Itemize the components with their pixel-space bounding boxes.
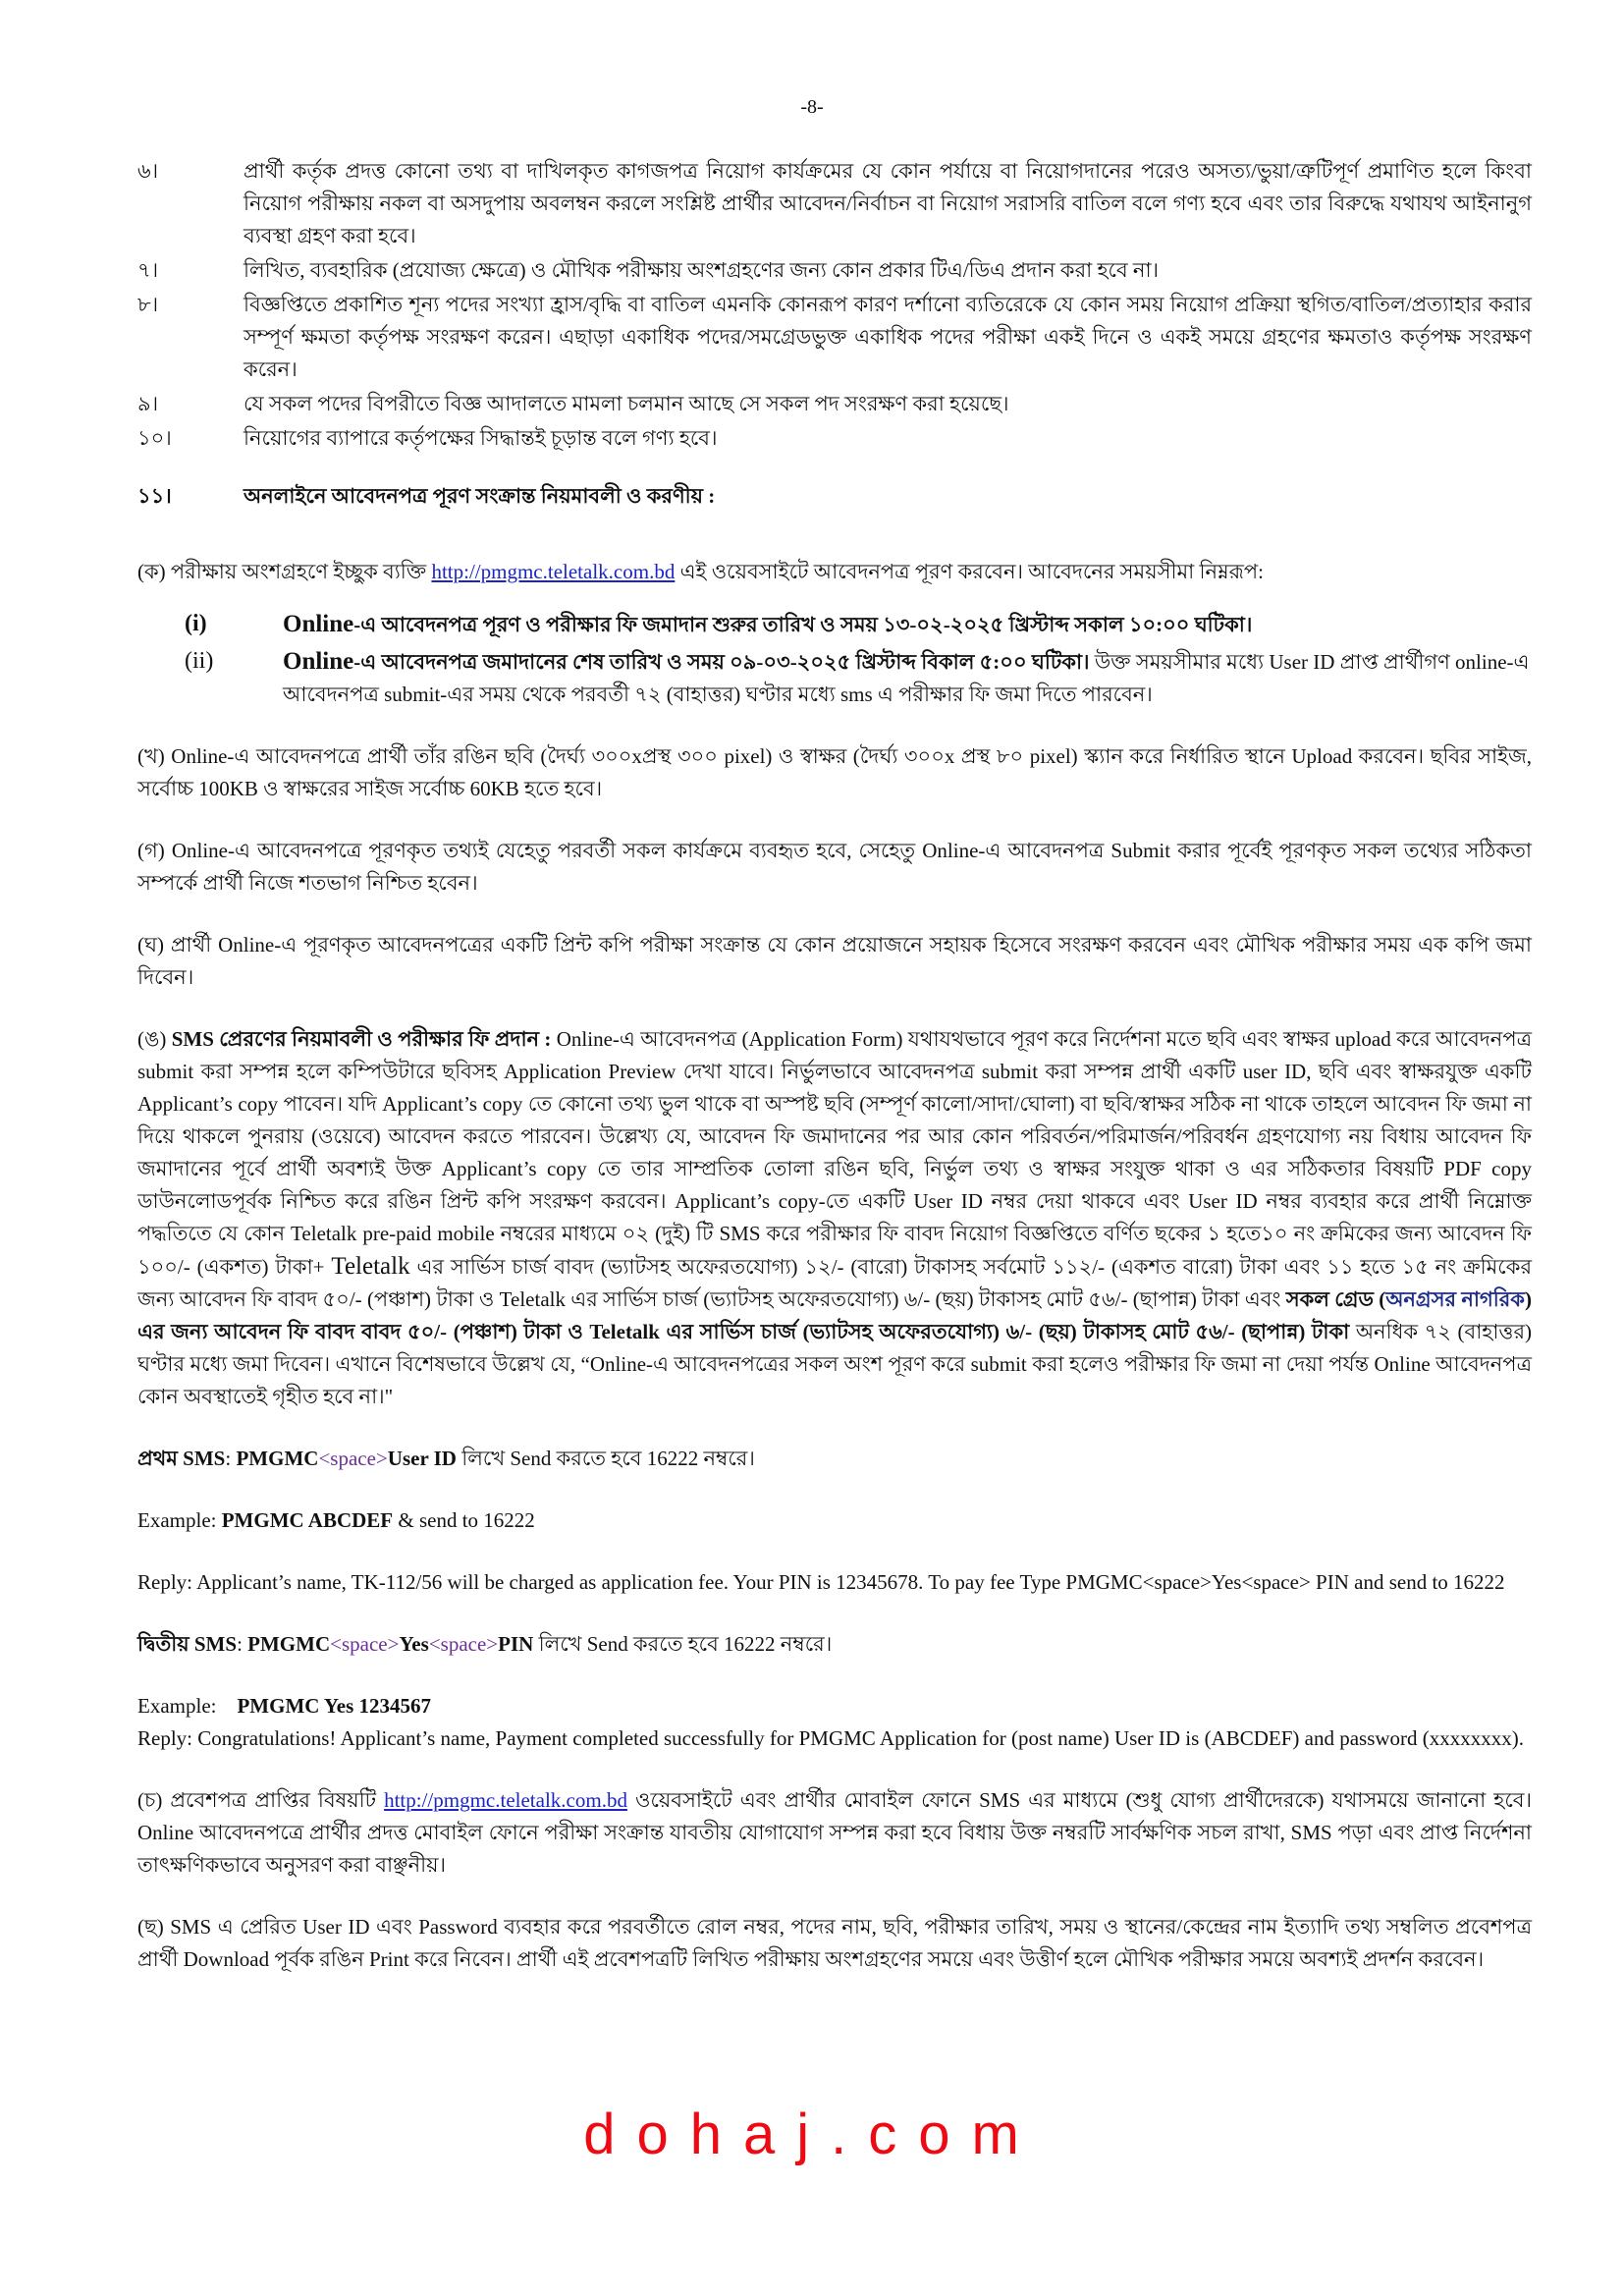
space-tag: <space> xyxy=(318,1447,388,1470)
para-ka-suffix: এই ওয়েবসাইটে আবেদনপত্র পূরণ করবেন। আবেদনের সময়সীমা নিম্নরূপ: xyxy=(675,560,1264,583)
para-cha-prefix: (চ) প্রবেশপত্র প্রাপ্তির বিষয়টি xyxy=(137,1788,385,1812)
para-uma xyxy=(137,1023,1532,1413)
reply-2: Reply: Congratulations! Applicant’s name, Payment completed successfully for PMGMC Application for (post name) User ID is (ABCDEF) and password (xxxxxxxx). xyxy=(137,1726,1525,1750)
list-item-6 xyxy=(137,155,1532,252)
yes-text: Yes xyxy=(399,1632,429,1656)
second-sms-tail: লিখে Send করতে হবে 16222 নম্বরে। xyxy=(533,1632,833,1656)
item-number: ৬। xyxy=(137,159,159,183)
item-number: ১১। xyxy=(137,484,172,508)
para-uma-body: Online-এ আবেদনপত্র (Application Form) যথাযথভাবে পূরণ করে নির্দেশনা মতে ছবি এবং স্বাক্ষর upload করে আবেদনপত্র submit করা সম্পন্ন হলে কম্পিউটারে ছবিসহ Application Preview দেখা যাবে। নির্ভুলভাবে আবেদনপত্র submit করা সম্পন্ন প্রার্থী একটি user ID, ছবি এবং স্বাক্ষরযুক্ত একটি Applicant’s copy পাবেন। যদি Applicant’s copy তে কোনো তথ্য ভুল থাকে বা অস্পষ্ট ছবি (সম্পূর্ণ কালো/সাদা/ঘোলা) বা ছবি/স্বাক্ষর সঠিক না থাকে তাহলে আবেদন ফি জমা না দিয়ে থাকলে পুনরায় (ওয়েবে) আবেদন করতে পারবেন। উল্লেখ্য যে, আবেদন ফি জমাদানের পর আর কোন পরিবর্তন/পরিমার্জন/পরিবর্ধন গ্রহণযোগ্য নয় বিধায় আবেদন ফি জমাদানের পূর্বে প্রার্থী অবশ্যই উক্ত Applicant’s copy তে তার সাম্প্রতিক তোলা রঙিন ছবি, নির্ভুল তথ্য ও স্বাক্ষর সংযুক্ত থাকা ও এর সঠিকতার বিষয়টি PDF copy ডাউনলোডপূর্বক নিশ্চিত করে রঙিন প্রিন্ট কপি সংরক্ষণ করবেন। Applicant’s copy-তে একটি User ID নম্বর দেয়া থাকবে এবং User ID নম্বর ব্যবহার করে প্রার্থী নিম্নোক্ত পদ্ধতিতে যে কোন Teletalk pre-paid mobile নম্বরের মাধ্যমে ০২ (দুই) টি SMS করে পরীক্ষার ফি বাবদ নিয়োগ বিজ্ঞপ্তিতে বর্ণিত ছকের ১ হতে১০ নং ক্রমিকের জন্য আবেদন ফি ১০০/- (একশত) টাকা+ xyxy=(137,1027,1533,1279)
roman-number: (ii) xyxy=(185,648,214,674)
watermark: dohaj.com xyxy=(583,2103,1041,2166)
example-code: PMGMC Yes 1234567 xyxy=(237,1694,432,1718)
example-1 xyxy=(137,1504,1532,1537)
example-label: Example: xyxy=(137,1694,238,1718)
para-uma-ending: অনধিক ৭২ (বাহাত্তর) ঘণ্টার মধ্যে জমা দিবেন। এখানে বিশেষভাবে উল্লেখ যে, “Online-এ আবেদনপত্রের সকল অংশ পূরণ করে submit করা হলেও পরীক্ষার ফি জমা না দেয়া পর্যন্ত Online আবেদনপত্র কোন অবস্থাতেই গৃহীত হবে না।" xyxy=(137,1320,1532,1408)
deadline-text xyxy=(283,645,1532,711)
section-11-heading xyxy=(137,480,1532,513)
para-ga: (গ) Online-এ আবেদনপত্রে পূরণকৃত তথ্যই যেহেতু পরবর্তী সকল কার্যক্রমে ব্যবহৃত হবে, সেহেতু Online-এ আবেদনপত্র Submit করার পূর্বেই পূরণকৃত সকল তথ্যের সঠিকতা সম্পর্কে প্রার্থী নিজে শতভাগ নিশ্চিত হবেন। xyxy=(137,839,1532,895)
online-word: Online xyxy=(283,611,354,637)
space-tag: <space> xyxy=(428,1632,499,1656)
sms-code: PMGMC xyxy=(236,1447,319,1470)
item-number: ৭। xyxy=(137,258,159,282)
example-2 xyxy=(137,1690,1532,1722)
example-code: PMGMC ABCDEF xyxy=(221,1508,394,1532)
space-tag: <space> xyxy=(330,1632,400,1656)
pin-text: PIN xyxy=(498,1632,534,1656)
all-grade-text: সকল গ্রেড ( xyxy=(1285,1287,1386,1311)
bold-fee-text: এর জন্য আবেদন ফি বাবদ বাবদ ৫০/- (পঞ্চাশ) টাকা ও Teletalk এর সার্ভিস চার্জ (ভ্যাটসহ অফেরতযোগ্য) ৬/- (ছয়) টাকাসহ মোট ৫৬/- (ছাপান্ন) টাকা xyxy=(137,1320,1350,1343)
example-label: Example: xyxy=(137,1508,222,1532)
teletalk-word: Teletalk xyxy=(331,1253,410,1280)
item-text: যে সকল পদের বিপরীতে বিজ্ঞ আদালতে মামলা চলমান আছে সে সকল পদ সংরক্ষণ করা হয়েছে। xyxy=(244,392,1009,415)
item-number: ৯। xyxy=(137,392,159,415)
roman-number: (i) xyxy=(185,611,207,636)
item-text: বিজ্ঞপ্তিতে প্রকাশিত শূন্য পদের সংখ্যা হ্রাস/বৃদ্ধি বা বাতিল এমনকি কোনরূপ কারণ দর্শানো ব্যতিরেকে যে কোন সময় নিয়োগ প্রক্রিয়া স্থগিত/বাতিল/প্রত্যাহার করার সম্পূর্ণ ক্ষমতা কর্তৃপক্ষ সংরক্ষণ করেন। এছাড়া একাধিক পদের/সমগ্রেডভুক্ত একাধিক পদের পরীক্ষা একই দিনে ও একই সময়ে গ্রহণের ক্ষমতাও কর্তৃপক্ষ সংরক্ষণ করেন। xyxy=(244,293,1532,381)
deadline-start xyxy=(185,608,1532,641)
para-kha: (খ) Online-এ আবেদনপত্রে প্রার্থী তাঁর রঙিন ছবি (দৈর্ঘ্য ৩০০xপ্রস্থ ৩০০ pixel) ও স্বাক্ষর (দৈর্ঘ্য ৩০০x প্রস্থ ৮০ pixel) স্ক্যান করে নির্ধারিত স্থানে Upload করবেন। ছবির সাইজ, সর্বোচ্চ 100KB ও স্বাক্ষরের সাইজ সর্বোচ্চ 60KB হতে হবে। xyxy=(137,744,1532,800)
list-item-10 xyxy=(137,422,1532,455)
para-uma-prefix: (ঙ) xyxy=(137,1027,172,1051)
user-id-text: User ID xyxy=(387,1447,457,1470)
para-ka-prefix: (ক) পরীক্ষায় অংশগ্রহণে ইচ্ছুক ব্যক্তি xyxy=(137,560,432,583)
deadline-end xyxy=(185,645,1532,711)
item-text: নিয়োগের ব্যাপারে কর্তৃপক্ষের সিদ্ধান্তই চূড়ান্ত বলে গণ্য হবে। xyxy=(244,426,718,450)
online-word: Online xyxy=(283,648,354,675)
list-item-7 xyxy=(137,254,1532,287)
first-sms-label: প্রথম SMS xyxy=(137,1447,226,1470)
colon: : xyxy=(237,1632,248,1656)
para-chha: (ছ) SMS এ প্রেরিত User ID এবং Password ব্যবহার করে পরবর্তীতে রোল নম্বর, পদের নাম, ছবি, পরীক্ষার তারিখ, সময় ও স্থানের/কেন্দ্রের নাম ইত্যাদি তথ্য সম্বলিত প্রবেশপত্র প্রার্থী Download পূর্বক রঙিন Print করে নিবেন। প্রার্থী এই প্রবেশপত্রটি লিখিত পরীক্ষায় অংশগ্রহণের সময়ে এবং উত্তীর্ণ হলে মৌখিক পরীক্ষার সময়ে অবশ্যই প্রদর্শন করবেন। xyxy=(137,1915,1532,1971)
item-number: ১০। xyxy=(137,426,172,450)
para-gha: (ঘ) প্রার্থী Online-এ পূরণকৃত আবেদনপত্রের একটি প্রিন্ট কপি পরীক্ষা সংক্রান্ত যে কোন প্রয়োজনে সহায়ক হিসেবে সংরক্ষণ করবেন এবং মৌখিক পরীক্ষার সময় এক কপি জমা দিবেন। xyxy=(137,933,1532,989)
first-sms-line xyxy=(137,1443,1532,1475)
deadline-rest-text: উক্ত সময়সীমার মধ্যে User ID প্রাপ্ত প্রার্থীগণ online-এ আবেদনপত্র submit-এর সময় থেকে পরবর্তী ৭২ (বাহাত্তর) ঘণ্টার মধ্যে sms এ পরীক্ষার ফি জমা দিতে পারবেন। xyxy=(283,650,1530,706)
reply-1: Reply: Applicant’s name, TK-112/56 will be charged as application fee. Your PIN is 12345678. To pay fee Type PMGMC<space>Yes<space> PIN and send to 16222 xyxy=(137,1570,1505,1594)
list-item-9 xyxy=(137,388,1532,420)
item-text: লিখিত, ব্যবহারিক (প্রযোজ্য ক্ষেত্রে) ও মৌখিক পরীক্ষায় অংশগ্রহণের জন্য কোন প্রকার টিএ/ডিএ প্রদান করা হবে না। xyxy=(244,258,1160,282)
first-sms-tail: লিখে Send করতে হবে 16222 নম্বরে। xyxy=(456,1447,755,1470)
para-uma-body2: এর সার্ভিস চার্জ বাবদ (ভ্যাটসহ অফেরতযোগ্য) ১২/- (বারো) টাকাসহ সর্বমোট ১১২/- (একশত বারো) টাকা এবং ১১ হতে ১৫ নং ক্রমিকের জন্য আবেদন ফি বাবদ ৫০/- (পঞ্চাশ) টাকা ও Teletalk এর সার্ভিস চার্জ (ভ্যাটসহ অফেরতযোগ্য) ৬/- (ছয়) টাকাসহ মোট ৫৬/- (ছাপান্ন) টাকা এবং xyxy=(137,1255,1532,1311)
item-text: প্রার্থী কর্তৃক প্রদত্ত কোনো তথ্য বা দাখিলকৃত কাগজপত্র নিয়োগ কার্যক্রমের যে কোন পর্যায়ে বা নিয়োগদানের পরেও অসত্য/ভুয়া/ত্রুটিপূর্ণ প্রমাণিত হলে কিংবা নিয়োগ পরীক্ষায় নকল বা অসদুপায় অবলম্বন করলে সংশ্লিষ্ট প্রার্থীর আবেদন/নির্বাচন বা নিয়োগ সরাসরি বাতিল বলে গণ্য হবে এবং তার বিরুদ্ধে যথাযথ আইনানুগ ব্যবস্থা গ্রহণ করা হবে। xyxy=(244,159,1532,247)
teletalk-link[interactable]: http://pmgmc.teletalk.com.bd xyxy=(431,560,676,583)
sms-code: PMGMC xyxy=(247,1632,331,1656)
deadline-list xyxy=(137,608,1532,711)
section-heading: অনলাইনে আবেদনপত্র পূরণ সংক্রান্ত নিয়মাবলী ও করণীয় : xyxy=(244,484,716,508)
para-cha-suffix: ওয়েবসাইটে এবং প্রার্থীর মোবাইল ফোনে SMS এর মাধ্যমে (শুধু যোগ্য প্রার্থীদেরকে) যথাসময়ে জানানো হবে। Online আবেদনপত্রে প্রার্থীর প্রদত্ত মোবাইল ফোনে পরীক্ষা সংক্রান্ত যাবতীয় যোগাযোগ সম্পন্ন করা হবে বিধায় উক্ত নম্বরটি সার্বক্ষণিক সচল রাখা, SMS পড়া এবং প্রাপ্ত নির্দেশনা তাৎক্ষণিকভাবে অনুসরণ করা বাঞ্ছনীয়। xyxy=(137,1788,1532,1877)
list-item-8 xyxy=(137,289,1532,386)
second-sms-label: দ্বিতীয় SMS xyxy=(137,1632,238,1656)
deadline-bold-text: -এ আবেদনপত্র জমাদানের শেষ তারিখ ও সময় ০৯-০৩-২০২৫ খ্রিস্টাব্দ বিকাল ৫:০০ ঘটিকা। xyxy=(353,650,1090,674)
all-grade-close: ) xyxy=(1525,1287,1532,1311)
item-number: ৮। xyxy=(137,293,159,316)
para-cha xyxy=(137,1784,1532,1882)
deadline-text xyxy=(283,608,1532,641)
second-sms-line xyxy=(137,1628,1532,1661)
document-body xyxy=(137,155,1532,1996)
teletalk-link[interactable]: http://pmgmc.teletalk.com.bd xyxy=(384,1788,627,1812)
page-number: -8- xyxy=(800,96,824,118)
sms-rules-heading: SMS প্রেরণের নিয়মাবলী ও পরীক্ষার ফি প্রদান : xyxy=(171,1027,552,1051)
deadline-bold-text: -এ আবেদনপত্র পূরণ ও পরীক্ষার ফি জমাদান শুরুর তারিখ ও সময় ১৩-০২-২০২৫ খ্রিস্টাব্দ সকাল ১০:০০ ঘটিকা। xyxy=(353,613,1253,636)
example-rest: & send to 16222 xyxy=(393,1508,535,1532)
numbered-list xyxy=(137,155,1532,513)
backward-citizen-text: অনগ্রসর নাগরিক xyxy=(1385,1287,1525,1311)
colon: : xyxy=(225,1447,237,1470)
para-ka xyxy=(137,556,1532,588)
